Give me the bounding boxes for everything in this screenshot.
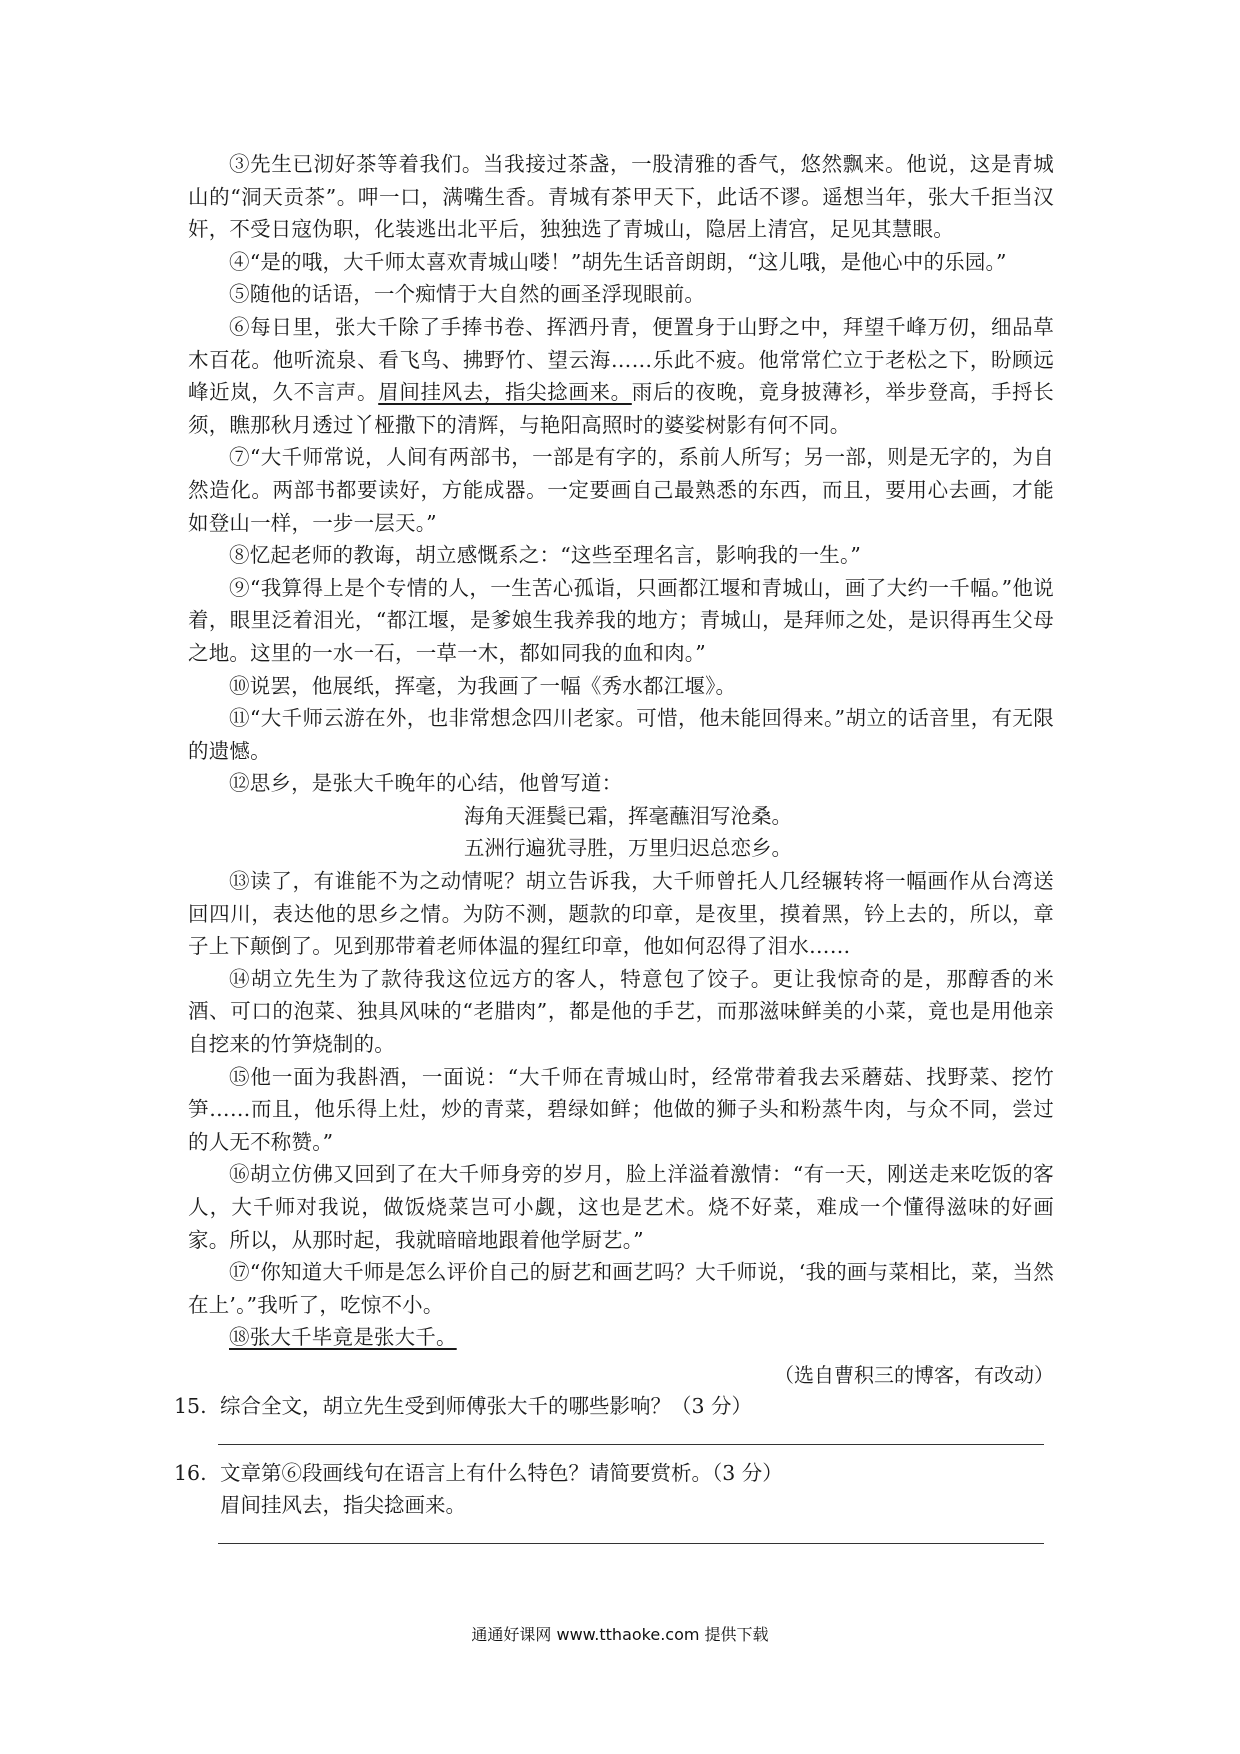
paragraph-16: ⑯胡立仿佛又回到了在大千师身旁的岁月，脸上洋溢着激情：“有一天，刚送走来吃饭的客人，大千师对我说，做饭烧菜岂可小觑，这也是艺术。烧不好菜，难成一个懂得滋味的好画家。所以，从那时起，我就暗暗地跟着他学厨艺。” bbox=[188, 1162, 1054, 1252]
paragraph-17: ⑰“你知道大千师是怎么评价自己的厨艺和画艺吗？大千师说，‘我的画与菜相比，菜，当然在上’。”我听了，吃惊不小。 bbox=[188, 1260, 1054, 1317]
question-16-text: 文章第⑥段画线句在语言上有什么特色？请简要赏析。（3 分） bbox=[220, 1460, 783, 1485]
question-15 bbox=[174, 1390, 1054, 1422]
paragraph-10: ⑩说罢，他展纸，挥毫，为我画了一幅《秀水都江堰》。 bbox=[229, 673, 737, 698]
question-15-number: 15. bbox=[174, 1393, 207, 1418]
exam-page bbox=[174, 148, 1055, 1556]
answer-line-15[interactable] bbox=[218, 1444, 1044, 1445]
paragraph-14: ⑭胡立先生为了款待我这位远方的客人，特意包了饺子。更让我惊奇的是，那醇香的米酒、可口的泡菜、独具风味的“老腊肉”，都是他的手艺，而那滋味鲜美的小菜，竟也是用他亲自挖来的竹笋烧制的。 bbox=[188, 966, 1054, 1057]
paragraph-3: ③先生已沏好茶等着我们。当我接过茶盏，一股清雅的香气，悠然飘来。他说，这是青城山的“洞天贡茶”。呷一口，满嘴生香。青城有茶甲天下，此话不谬。遥想当年，张大千拒当汉奸，不受日寇伪职，化装逃出北平后，独独选了青城山，隐居上清宫，足见其慧眼。 bbox=[188, 152, 1054, 242]
poem-line-1: 海角天涯鬓已霜，挥毫蘸泪写沧桑。 bbox=[464, 803, 792, 828]
paragraph-4: ④“是的哦，大千师太喜欢青城山喽！”胡先生话音朗朗，“这儿哦，是他心中的乐园。” bbox=[229, 249, 1007, 274]
paragraph-6-text-after: 雨后的夜晚，竟身披薄衫，举步登高，手捋长须，瞧那秋月透过丫桠撒下的清辉，与艳阳高照时的婆娑树影有何不同。 bbox=[188, 380, 1055, 437]
paragraph-18 bbox=[188, 1321, 1054, 1354]
paragraph-6-text-before: ⑥每日里，张大千除了手捧书卷、挥洒丹青，便置身于山野之中，拜望千峰万仞，细品草木百花。他听流泉、看飞鸟、拂野竹、望云海……乐此不疲。他常常伫立于老松之下，盼顾远峰近岚，久不言声。 bbox=[188, 314, 1054, 405]
question-15-text: 综合全文，胡立先生受到师傅张大千的哪些影响？（3 分） bbox=[220, 1393, 753, 1418]
poem-line-2: 五洲行遍犹寻胜，万里归迟总恋乡。 bbox=[464, 836, 792, 861]
paragraph-9: ⑨“我算得上是个专情的人，一生苦心孤诣，只画都江堰和青城山，画了大约一千幅。”他说着，眼里泛着泪光，“都江堰，是爹娘生我养我的地方；青城山，是拜师之处，是识得再生父母之地。这里的一水一石，一草一木，都如同我的血和肉。” bbox=[188, 575, 1054, 665]
paragraph-12: ⑫思乡，是张大千晚年的心结，他曾写道： bbox=[229, 771, 623, 796]
paragraph-15: ⑮他一面为我斟酒，一面说：“大千师在青城山时，经常带着我去采蘑菇、找野菜、挖竹笋……而且，他乐得上灶，炒的青菜，碧绿如鲜；他做的狮子头和粉蒸牛肉，与众不同，尝过的人无不称赞。” bbox=[188, 1064, 1054, 1154]
paragraph-5: ⑤随他的话语，一个痴情于大自然的画圣浮现眼前。 bbox=[229, 282, 706, 307]
paragraph-11: ⑪“大千师云游在外，也非常想念四川老家。可惜，他未能回得来。”胡立的话音里，有无限的遗憾。 bbox=[188, 706, 1054, 763]
paragraph-8: ⑧忆起老师的教诲，胡立感慨系之：“这些至理名言，影响我的一生。” bbox=[229, 543, 862, 568]
paragraph-6-underlined-sentence: 眉间挂风去，指尖捻画来。 bbox=[378, 380, 632, 405]
answer-line-16[interactable] bbox=[218, 1543, 1044, 1544]
paragraph-13: ⑬读了，有谁能不为之动情呢？胡立告诉我，大千师曾托人几经辗转将一幅画作从台湾送回四川，表达他的思乡之情。为防不测，题款的印章，是夜里，摸着黑，钤上去的，所以，章子上下颠倒了。见到那带着老师体温的猩红印章，他如何忍得了泪水…… bbox=[188, 869, 1054, 959]
article-source: （选自曹积三的博客，有改动） bbox=[774, 1362, 1054, 1387]
question-16 bbox=[174, 1457, 1054, 1489]
question-16-quote: 眉间挂风去，指尖捻画来。 bbox=[220, 1492, 466, 1517]
download-footer: 通通好课网 www.tthaoke.com 提供下载 bbox=[471, 1625, 769, 1644]
paragraph-7: ⑦“大千师常说，人间有两部书，一部是有字的，系前人所写；另一部，则是无字的，为自然造化。两部书都要读好，方能成器。一定要画自己最熟悉的东西，而且，要用心去画，才能如登山一样，一步一层天。” bbox=[188, 445, 1054, 535]
paragraph-18-underlined: ⑱张大千毕竟是张大千。 bbox=[229, 1325, 457, 1350]
question-16-number: 16. bbox=[174, 1460, 207, 1485]
paragraph-6 bbox=[188, 311, 1054, 441]
